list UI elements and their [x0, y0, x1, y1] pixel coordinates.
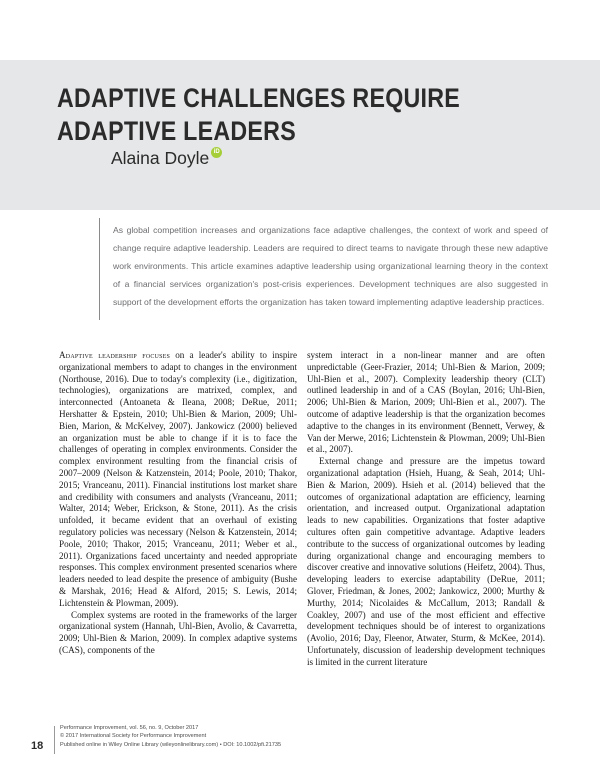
footer-rule — [54, 726, 55, 754]
body-paragraph — [59, 350, 297, 610]
footer-copyright: © 2017 International Society for Performance Improvement — [60, 733, 207, 740]
footer — [60, 724, 480, 749]
abstract-rule — [99, 218, 100, 320]
paragraph-text: on a leader's ability to inspire organizational members to adapt to changes in the environment (Northouse, 2016). Due to today's complexity (i.e., digitization, technologies), organizations are matrixed, complex, and interconnected (Antoaneta & Ileana, 2008; DeRue, 2011; Hershatter & Epstein, 2010; Uhl-Bien & Marion, 2009; Uhl-Bien, Marion, & McKelvey, 2007). Jankowicz (2000) believed an organization must be able to change if it is to face the challenges of operating in complex environments. Consider the complex environment resulting from the financial crisis of 2007–2009 (Nelson & Katzenstein, 2014; Poole, 2010; Thakor, 2015; Vranceanu, 2011). Financial institutions lost market share and credibility with consumers and analysts (Vranceanu, 2011; Walter, 2014; Weber, Erickson, & Stone, 2011). As the crisis unfolded, it became evident that an overhaul of existing regulatory policies was necessary (Nelson & Katzenstein, 2014; Poole, 2010; Thakor, 2015; Vranceanu, 2011; Weber et al., 2011). Organizations faced uncertainty and needed appropriate responses. This complex environment presented scenarios where leaders needed to lead despite the presence of ambiguity (Bushe & Marshak, 2016; Head & Alford, 2015; S. Lewis, 2014; Lichtenstein & Plowman, 2009). — [59, 350, 298, 608]
abstract: As global competition increases and organizations face adaptive challenges, the context of work and speed of change require adaptive leadership. Leaders are required to direct teams to navigate through these new adaptive work environments. This article examines adaptive leadership using organizational learning theory in the context of a financial services organization's post-crisis experiences. Development techniques are also suggested in support of the development efforts the organization has taken toward implementing adaptive leadership practices. — [113, 225, 548, 307]
article-title: ADAPTIVE CHALLENGES REQUIRE ADAPTIVE LEADERS — [57, 83, 461, 146]
orcid-icon[interactable]: iD — [211, 147, 222, 158]
author-name: Alaina Doyle — [111, 148, 210, 168]
body-column-left — [59, 350, 297, 657]
author-line — [111, 148, 222, 169]
footer-journal: Performance Improvement, vol. 56, no. 9, October 2017 — [60, 725, 199, 731]
body-paragraph: External change and pressure are the impetus toward organizational adaptation (Hsieh, Huang, & Seah, 2014; Uhl-Bien & Marion, 2009). Hsieh et al. (2014) believed that the outcomes of organizational adaptation are efficiency, learning orientation, and increased output. Organizational adaptation leads to new capabilities. Organizations that foster adaptive cultures often gain competitive advantage. Adaptive leaders contribute to the success of organizational outcomes by leading during organizational change and encouraging members to discover creative and innovative solutions (Heifetz, 2004). Thus, developing leaders to exercise adaptability (DeRue, 2011; Glover, Friedman, & Jones, 2002; Jankowicz, 2000; Murthy & Murthy, 2014; Nicolaides & McCallum, 2013; Randall & Coakley, 2007) and use of the most efficient and effective development techniques should be of interest to organizations (Avolio, 2016; Day, Fleenor, Atwater, Sturm, & McKee, 2014). Unfortunately, discussion of leadership development techniques is limited in the current literature — [307, 456, 545, 667]
page-number: 18 — [31, 740, 44, 752]
footer-doi: Published online in Wiley Online Library (wileyonlinelibrary.com) • DOI: 10.1002/pfi.21735 — [60, 741, 282, 748]
lead-in: Adaptive leadership focuses — [59, 350, 171, 360]
body-paragraph: Complex systems are rooted in the frameworks of the larger organizational system (Hannah, Uhl-Bien, Avolio, & Cavarretta, 2009; Uhl-Bien & Marion, 2009). In complex adaptive systems (CAS), components of the — [59, 609, 297, 655]
body-paragraph: system interact in a non-linear manner and are often unpredictable (Geer-Frazier, 2014; Uhl-Bien & Marion, 2009; Uhl-Bien et al., 2007). Complexity leadership theory (CLT) outlined leadership in and of a CAS (Boylan, 2016; Uhl-Bien, 2006; Uhl-Bien & Marion, 2009; Uhl-Bien et al., 2007). The outcome of adaptive leadership is that the organization becomes adaptive to the changes in its environment (Bennett, Verwey, & Van der Merwe, 2016; Lichtenstein & Plowman, 2009; Uhl-Bien et al., 2007). — [307, 350, 545, 455]
body-column-right — [307, 350, 545, 669]
